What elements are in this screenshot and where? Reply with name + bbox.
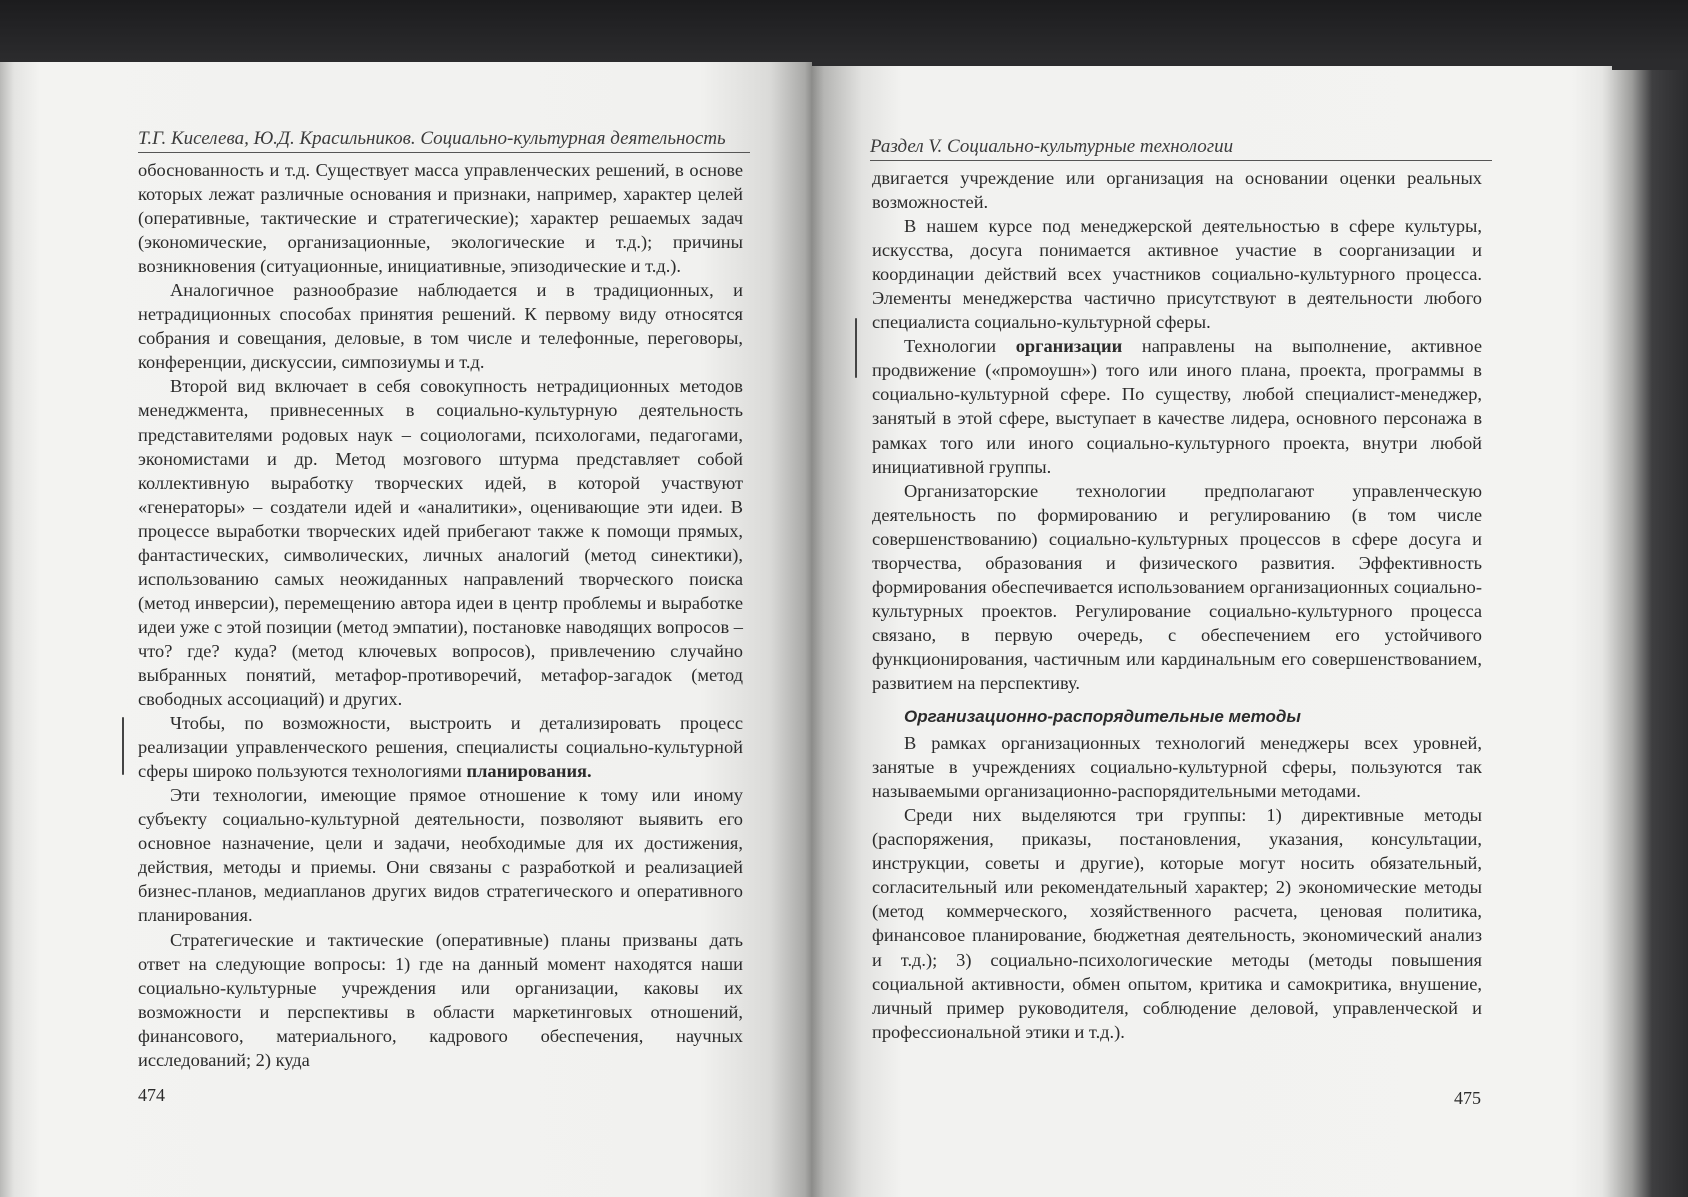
right-running-head: Раздел V. Социально-культурные технологии (870, 136, 1492, 161)
left-page-number: 474 (138, 1085, 165, 1105)
section-subheading: Организационно-распорядительные методы (904, 707, 1301, 727)
right-page-number: 475 (1454, 1088, 1481, 1108)
right-paragraph-3-start: Технологии (904, 336, 1016, 357)
left-paragraph-6: Стратегические и тактические (оперативные) планы призваны дать ответ на следующие вопросы: 1) где на данный момент находятся наши социально-культурные учреждения или организации, каковы их возможности и перспективы в области маркетинговых отношений, финансового, материального, кадрового обеспечения, научных исследований; 2) куда (138, 929, 743, 1070)
left-margin-pencil-mark (122, 717, 124, 775)
left-body-text (138, 158, 743, 1072)
right-paragraph-5: В рамках организационных технологий менеджеры всех уровней, занятые в учреждениях социально-культурной сферы, пользуются так называемыми организационно-распорядительными методами. (872, 733, 1482, 802)
left-paragraph-1: обоснованность и т.д. Существует масса управленческих решений, в основе которых лежат различные основания и признаки, например, характер целей (оперативные, тактические и стратегические); характер решаемых задач (экономические, организационные, экологические и т.д.); причины возникновения (ситуационные, инициативные, эпизодические и т.д.). (138, 160, 743, 277)
left-paragraph-3: Второй вид включает в себя совокупность нетрадиционных методов менеджмента, привнесенных в социально-культурную деятельность представителями родовых наук – социологами, психологами, педагогами, экономистами и др. Метод мозгового штурма представляет собой коллективную выработку творческих идей, в которой участвуют «генераторы» – создатели идей и «аналитики», оценивающие эти идеи. В процессе выработки творческих идей прибегают также к помощи прямых, фантастических, символических, личных аналогий (метод синектики), использованию самых неожиданных направлений творческого поиска (метод инверсии), перемещению автора идеи в центр проблемы и выработке идеи уже с этой позиции (метод эмпатии), постановке наводящих вопросов – что? где? куда? (метод ключевых вопросов), привлечению случайно выбранных понятий, метафор-противоречий, метафор-загадок (метод свободных ассоциаций) и других. (138, 376, 743, 710)
left-running-head: Т.Г. Киселева, Ю.Д. Красильников. Социально-культурная деятельность (138, 128, 750, 153)
left-paragraph-5: Эти технологии, имеющие прямое отношение к тому или иному субъекту социально-культурной деятельности, позволяют выявить его основное назначение, цели и задачи, необходимые для их достижения, действия, методы и приемы. Они связаны с разработкой и реализацией бизнес-планов, медиапланов других видов стратегического и оперативного планирования. (138, 785, 743, 926)
left-paragraph-4-text: Чтобы, по возможности, выстроить и детализировать процесс реализации управленческого решения, специалисты социально-культурной сферы широко пользуются технологиями (138, 713, 743, 782)
book-right-edge (1612, 70, 1688, 1197)
right-paragraph-2: В нашем курсе под менеджерской деятельностью в сфере культуры, искусства, досуга понимается активное участие в соорганизации и координации действий всех участников социально-культурного процесса. Элементы менеджерства частично присутствуют в деятельности любого специалиста социально-культурной сферы. (872, 216, 1482, 333)
right-paragraph-6: Среди них выделяются три группы: 1) директивные методы (распоряжения, приказы, постановления, указания, консультации, инструкции, советы и другие), которые могут носить обязательный, согласительный или рекомендательный характер; 2) экономические методы (метод коммерческого, хозяйственного расчета, ценовая политика, финансовое планирование, бюджетная деятельность, экономический анализ и т.д.); 3) социально-психологические методы (методы повышения социальной активности, обмен опытом, критика и самокритика, внушение, личный пример руководителя, соблюдение деловой, управленческой и профессиональной этики и т.д.). (872, 805, 1482, 1042)
left-paragraph-4 (138, 711, 743, 783)
left-paragraph-2: Аналогичное разнообразие наблюдается и в традиционных, и нетрадиционных способах принятия решений. К первому виду относятся собрания и совещания, деловые, в том числе и телефонные, переговоры, конференции, дискуссии, симпозиумы и т.д. (138, 280, 743, 373)
left-paragraph-4-bold-term: планирования. (466, 761, 592, 782)
right-paragraph-3-bold-term: организации (1015, 336, 1123, 357)
right-paragraph-4: Организаторские технологии предполагают управленческую деятельность по формированию и регулированию (в том числе совершенствованию) социально-культурных процессов в сфере досуга и творчества, образования и физического развития. Эффективность формирования обеспечивается использованием организационных социально-культурных проектов. Регулирование социально-культурного процесса связано, в первую очередь, с обеспечением его устойчивого функционирования, частичным или кардинальным его совершенствованием, развитием на перспективу. (872, 480, 1482, 693)
right-margin-pencil-mark (855, 318, 857, 378)
right-paragraph-3-rest: направлены на выполнение, активное продвижение («промоушн») того или иного плана, проекта, программы в социально-культурной сфере. По существу, любой специалист-менеджер, занятый в этой сфере, выступает в качестве лидера, основного персонажа в рамках того или иного социально-культурного проекта, внутри любой инициативной группы. (872, 336, 1483, 477)
right-paragraph-3 (872, 334, 1482, 478)
right-page (812, 66, 1612, 1197)
right-body-text (872, 166, 1482, 1044)
right-paragraph-1: двигается учреждение или организация на основании оценки реальных возможностей. (872, 168, 1482, 213)
left-page (0, 62, 812, 1197)
